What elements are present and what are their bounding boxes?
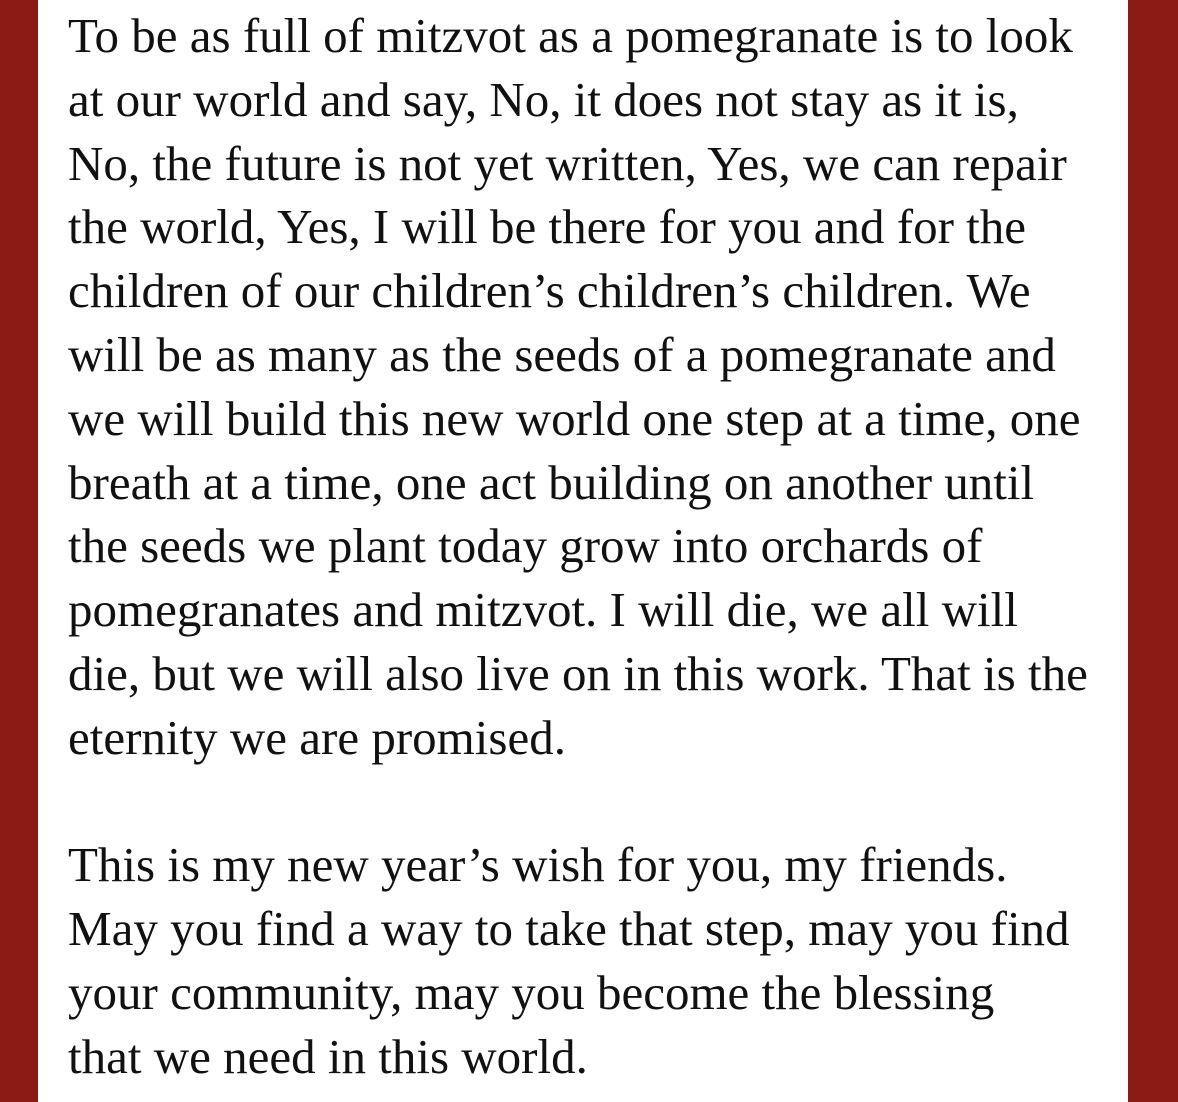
text-line: the world, Yes, I will be there for you and for the: [68, 199, 1027, 255]
paragraph-spacer: [68, 770, 1128, 834]
text-line: the seeds we plant today grow into orchards of: [68, 518, 983, 574]
text-line: No, the future is not yet written, Yes, we can repair: [68, 135, 1067, 191]
text-line: die, but we will also live on in this work. That is the: [68, 645, 1088, 701]
text-line: your community, may you become the blessing: [68, 964, 995, 1020]
text-line: This is my new year’s wish for you, my friends.: [68, 837, 1008, 893]
text-line: breath at a time, one act building on another until: [68, 454, 1035, 510]
text-line: pomegranates and mitzvot. I will die, we all will: [68, 582, 1018, 638]
text-line: at our world and say, No, it does not stay as it is,: [68, 71, 1019, 127]
text-line: will be as many as the seeds of a pomegranate and: [68, 326, 1056, 382]
text-line: To be as full of mitzvot as a pomegranate is to look: [68, 8, 1073, 63]
text-line: May you find a way to take that step, may you find: [68, 901, 1070, 957]
text-line: children of our children’s children’s children. We: [68, 263, 1031, 319]
paragraph-mitzvot: [68, 4, 1128, 770]
text-line: that we need in this world.: [68, 1028, 588, 1084]
text-line: eternity we are promised.: [68, 709, 566, 765]
paragraph-new-year-wish: [68, 833, 1128, 1088]
text-line: we will build this new world one step at a time, one: [68, 390, 1081, 446]
text-page: [38, 0, 1128, 1102]
